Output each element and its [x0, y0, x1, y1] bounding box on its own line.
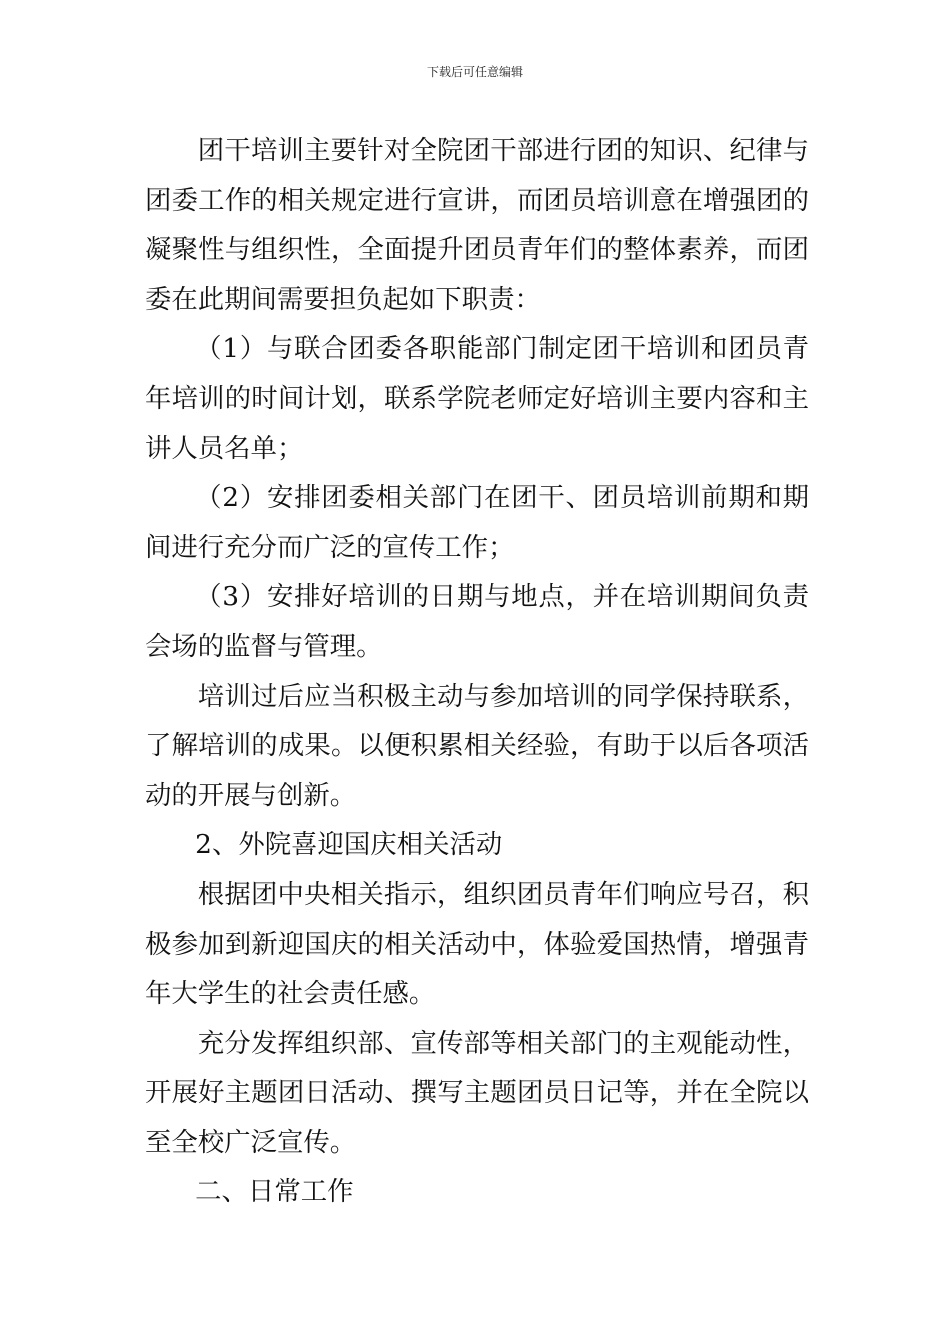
- section-heading-daily-work: 二、日常工作: [195, 1176, 354, 1208]
- paragraph-duty-3: （3）安排好培训的日期与地点，并在培训期间负责会场的监督与管理。: [145, 581, 809, 662]
- paragraph-after-training: 培训过后应当积极主动与参加培训的同学保持联系，了解培训的成果。以便积累相关经验，有助于以后各项活动的开展与创新。: [145, 680, 809, 811]
- page-header-note: 下载后可任意编辑: [426, 65, 523, 79]
- paragraph-duty-1: （1）与联合团委各职能部门制定团干培训和团员青年培训的时间计划，联系学院老师定好培训主要内容和主讲人员名单；: [145, 333, 809, 464]
- document-body: [145, 126, 809, 1217]
- paragraph-national-day-2: 充分发挥组织部、宣传部等相关部门的主观能动性，开展好主题团日活动、撰写主题团员日记等，并在全院以至全校广泛宣传。: [145, 1027, 809, 1158]
- paragraph-duty-2: （2）安排团委相关部门在团干、团员培训前期和期间进行充分而广泛的宣传工作；: [145, 482, 809, 563]
- paragraph-training-intro: 团干培训主要针对全院团干部进行团的知识、纪律与团委工作的相关规定进行宣讲，而团员培训意在增强团的凝聚性与组织性，全面提升团员青年们的整体素养，而团委在此期间需要担负起如下职责：: [145, 135, 809, 315]
- section-heading-national-day: 2、外院喜迎国庆相关活动: [195, 829, 503, 861]
- paragraph-national-day-1: 根据团中央相关指示，组织团员青年们响应号召，积极参加到新迎国庆的相关活动中，体验爱国热情，增强青年大学生的社会责任感。: [145, 878, 809, 1010]
